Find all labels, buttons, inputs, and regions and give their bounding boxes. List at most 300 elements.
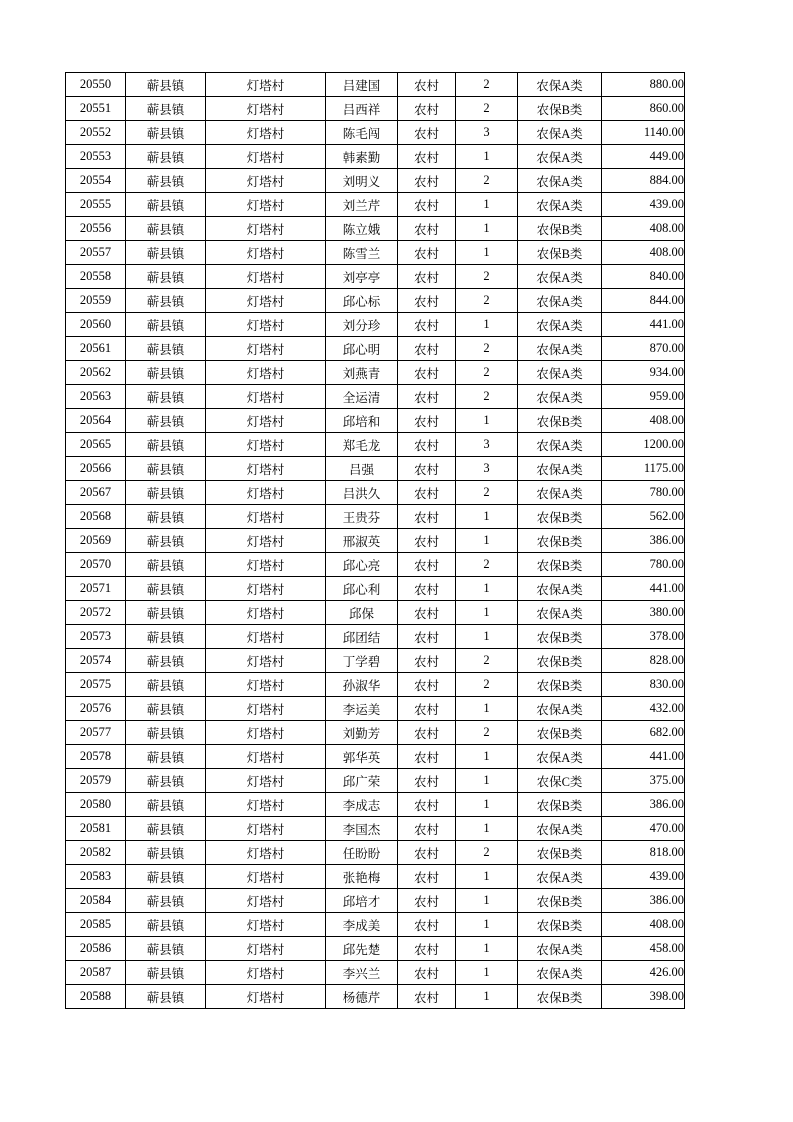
cell-amount: 408.00 (602, 241, 685, 265)
cell-town: 蕲县镇 (126, 337, 206, 361)
cell-residence: 农村 (398, 145, 456, 169)
table-row (66, 313, 685, 337)
table-row (66, 169, 685, 193)
cell-record-id: 20554 (66, 169, 126, 193)
cell-amount: 860.00 (602, 97, 685, 121)
cell-record-id: 20582 (66, 841, 126, 865)
cell-village: 灯塔村 (206, 169, 326, 193)
cell-town: 蕲县镇 (126, 985, 206, 1009)
cell-village: 灯塔村 (206, 241, 326, 265)
cell-village: 灯塔村 (206, 745, 326, 769)
cell-category: 农保A类 (518, 385, 602, 409)
cell-name: 刘分珍 (326, 313, 398, 337)
cell-name: 邢淑英 (326, 529, 398, 553)
cell-village: 灯塔村 (206, 97, 326, 121)
table-row (66, 697, 685, 721)
cell-record-id: 20563 (66, 385, 126, 409)
table-row (66, 721, 685, 745)
cell-town: 蕲县镇 (126, 145, 206, 169)
cell-town: 蕲县镇 (126, 457, 206, 481)
cell-town: 蕲县镇 (126, 865, 206, 889)
cell-count: 2 (456, 289, 518, 313)
cell-residence: 农村 (398, 289, 456, 313)
cell-category: 农保A类 (518, 121, 602, 145)
cell-town: 蕲县镇 (126, 313, 206, 337)
table-row (66, 553, 685, 577)
cell-village: 灯塔村 (206, 193, 326, 217)
cell-town: 蕲县镇 (126, 601, 206, 625)
cell-residence: 农村 (398, 961, 456, 985)
cell-category: 农保A类 (518, 817, 602, 841)
cell-town: 蕲县镇 (126, 553, 206, 577)
cell-town: 蕲县镇 (126, 361, 206, 385)
cell-amount: 828.00 (602, 649, 685, 673)
cell-village: 灯塔村 (206, 697, 326, 721)
cell-residence: 农村 (398, 265, 456, 289)
cell-record-id: 20585 (66, 913, 126, 937)
cell-category: 农保A类 (518, 361, 602, 385)
cell-residence: 农村 (398, 529, 456, 553)
cell-village: 灯塔村 (206, 889, 326, 913)
cell-count: 3 (456, 457, 518, 481)
cell-village: 灯塔村 (206, 529, 326, 553)
cell-town: 蕲县镇 (126, 673, 206, 697)
cell-category: 农保B类 (518, 217, 602, 241)
cell-amount: 1200.00 (602, 433, 685, 457)
cell-category: 农保B类 (518, 97, 602, 121)
cell-amount: 780.00 (602, 553, 685, 577)
cell-village: 灯塔村 (206, 673, 326, 697)
cell-name: 陈毛闯 (326, 121, 398, 145)
cell-town: 蕲县镇 (126, 913, 206, 937)
cell-village: 灯塔村 (206, 769, 326, 793)
cell-residence: 农村 (398, 721, 456, 745)
cell-count: 2 (456, 721, 518, 745)
cell-town: 蕲县镇 (126, 889, 206, 913)
cell-record-id: 20565 (66, 433, 126, 457)
cell-residence: 农村 (398, 817, 456, 841)
cell-record-id: 20578 (66, 745, 126, 769)
cell-record-id: 20570 (66, 553, 126, 577)
cell-town: 蕲县镇 (126, 121, 206, 145)
cell-name: 王贵芬 (326, 505, 398, 529)
table-row (66, 121, 685, 145)
cell-amount: 458.00 (602, 937, 685, 961)
table-row (66, 745, 685, 769)
cell-village: 灯塔村 (206, 337, 326, 361)
cell-record-id: 20576 (66, 697, 126, 721)
cell-name: 郑毛龙 (326, 433, 398, 457)
cell-category: 农保C类 (518, 769, 602, 793)
cell-count: 2 (456, 385, 518, 409)
cell-village: 灯塔村 (206, 553, 326, 577)
cell-village: 灯塔村 (206, 265, 326, 289)
cell-record-id: 20574 (66, 649, 126, 673)
cell-category: 农保B类 (518, 625, 602, 649)
cell-residence: 农村 (398, 553, 456, 577)
cell-count: 2 (456, 649, 518, 673)
table-row (66, 433, 685, 457)
cell-town: 蕲县镇 (126, 433, 206, 457)
cell-category: 农保A类 (518, 337, 602, 361)
cell-count: 1 (456, 601, 518, 625)
cell-town: 蕲县镇 (126, 409, 206, 433)
cell-village: 灯塔村 (206, 313, 326, 337)
table-row (66, 649, 685, 673)
cell-category: 农保A类 (518, 961, 602, 985)
table-row (66, 97, 685, 121)
cell-amount: 880.00 (602, 73, 685, 97)
table-row (66, 385, 685, 409)
cell-name: 吕建国 (326, 73, 398, 97)
cell-record-id: 20572 (66, 601, 126, 625)
cell-village: 灯塔村 (206, 121, 326, 145)
cell-town: 蕲县镇 (126, 577, 206, 601)
cell-amount: 470.00 (602, 817, 685, 841)
cell-record-id: 20552 (66, 121, 126, 145)
table-row (66, 625, 685, 649)
cell-residence: 农村 (398, 313, 456, 337)
cell-category: 农保A类 (518, 289, 602, 313)
cell-name: 邱先楚 (326, 937, 398, 961)
cell-count: 1 (456, 913, 518, 937)
cell-record-id: 20568 (66, 505, 126, 529)
cell-amount: 408.00 (602, 409, 685, 433)
cell-village: 灯塔村 (206, 289, 326, 313)
cell-count: 1 (456, 505, 518, 529)
cell-amount: 844.00 (602, 289, 685, 313)
table-row (66, 793, 685, 817)
table-row (66, 673, 685, 697)
table-row (66, 841, 685, 865)
cell-category: 农保A类 (518, 577, 602, 601)
cell-count: 2 (456, 337, 518, 361)
cell-residence: 农村 (398, 577, 456, 601)
cell-count: 1 (456, 865, 518, 889)
cell-amount: 441.00 (602, 577, 685, 601)
cell-name: 刘兰芹 (326, 193, 398, 217)
cell-residence: 农村 (398, 625, 456, 649)
cell-count: 3 (456, 121, 518, 145)
cell-residence: 农村 (398, 73, 456, 97)
cell-village: 灯塔村 (206, 73, 326, 97)
cell-category: 农保A类 (518, 313, 602, 337)
cell-residence: 农村 (398, 97, 456, 121)
cell-category: 农保B类 (518, 985, 602, 1009)
cell-town: 蕲县镇 (126, 481, 206, 505)
cell-name: 刘明义 (326, 169, 398, 193)
cell-count: 1 (456, 529, 518, 553)
cell-amount: 959.00 (602, 385, 685, 409)
cell-village: 灯塔村 (206, 961, 326, 985)
cell-count: 1 (456, 145, 518, 169)
cell-name: 张艳梅 (326, 865, 398, 889)
cell-count: 2 (456, 169, 518, 193)
cell-village: 灯塔村 (206, 385, 326, 409)
cell-residence: 农村 (398, 337, 456, 361)
cell-town: 蕲县镇 (126, 937, 206, 961)
cell-town: 蕲县镇 (126, 649, 206, 673)
table-row (66, 529, 685, 553)
cell-category: 农保A类 (518, 481, 602, 505)
table-row (66, 505, 685, 529)
cell-town: 蕲县镇 (126, 625, 206, 649)
cell-name: 李运美 (326, 697, 398, 721)
table-row (66, 961, 685, 985)
cell-name: 邱团结 (326, 625, 398, 649)
cell-amount: 439.00 (602, 865, 685, 889)
cell-category: 农保B类 (518, 673, 602, 697)
cell-residence: 农村 (398, 361, 456, 385)
cell-village: 灯塔村 (206, 145, 326, 169)
cell-amount: 830.00 (602, 673, 685, 697)
cell-category: 农保A类 (518, 169, 602, 193)
cell-category: 农保A类 (518, 457, 602, 481)
table-row (66, 145, 685, 169)
cell-residence: 农村 (398, 241, 456, 265)
cell-count: 1 (456, 937, 518, 961)
cell-residence: 农村 (398, 409, 456, 433)
cell-record-id: 20558 (66, 265, 126, 289)
cell-record-id: 20577 (66, 721, 126, 745)
cell-amount: 386.00 (602, 529, 685, 553)
cell-category: 农保A类 (518, 865, 602, 889)
cell-residence: 农村 (398, 673, 456, 697)
cell-record-id: 20551 (66, 97, 126, 121)
cell-amount: 682.00 (602, 721, 685, 745)
cell-village: 灯塔村 (206, 937, 326, 961)
cell-residence: 农村 (398, 169, 456, 193)
table-row (66, 217, 685, 241)
cell-name: 韩素勤 (326, 145, 398, 169)
cell-category: 农保B类 (518, 913, 602, 937)
table-row (66, 457, 685, 481)
cell-town: 蕲县镇 (126, 769, 206, 793)
cell-record-id: 20561 (66, 337, 126, 361)
table-row (66, 937, 685, 961)
cell-residence: 农村 (398, 769, 456, 793)
cell-name: 邱广荣 (326, 769, 398, 793)
cell-record-id: 20559 (66, 289, 126, 313)
cell-record-id: 20579 (66, 769, 126, 793)
cell-count: 2 (456, 481, 518, 505)
cell-amount: 398.00 (602, 985, 685, 1009)
cell-village: 灯塔村 (206, 505, 326, 529)
cell-record-id: 20557 (66, 241, 126, 265)
cell-residence: 农村 (398, 841, 456, 865)
table-row (66, 601, 685, 625)
cell-amount: 380.00 (602, 601, 685, 625)
cell-village: 灯塔村 (206, 841, 326, 865)
table-row (66, 241, 685, 265)
table-row (66, 265, 685, 289)
cell-name: 邱心亮 (326, 553, 398, 577)
cell-count: 1 (456, 313, 518, 337)
cell-town: 蕲县镇 (126, 721, 206, 745)
cell-count: 2 (456, 361, 518, 385)
cell-amount: 840.00 (602, 265, 685, 289)
cell-category: 农保B类 (518, 409, 602, 433)
cell-record-id: 20566 (66, 457, 126, 481)
cell-record-id: 20587 (66, 961, 126, 985)
cell-count: 1 (456, 769, 518, 793)
cell-town: 蕲县镇 (126, 817, 206, 841)
cell-residence: 农村 (398, 505, 456, 529)
cell-name: 陈雪兰 (326, 241, 398, 265)
cell-category: 农保A类 (518, 265, 602, 289)
cell-residence: 农村 (398, 745, 456, 769)
cell-town: 蕲县镇 (126, 169, 206, 193)
cell-amount: 408.00 (602, 913, 685, 937)
cell-name: 孙淑华 (326, 673, 398, 697)
cell-count: 1 (456, 961, 518, 985)
cell-category: 农保A类 (518, 601, 602, 625)
cell-count: 1 (456, 577, 518, 601)
table-row (66, 889, 685, 913)
cell-name: 杨德芹 (326, 985, 398, 1009)
cell-category: 农保A类 (518, 193, 602, 217)
cell-category: 农保A类 (518, 745, 602, 769)
cell-category: 农保A类 (518, 937, 602, 961)
cell-category: 农保A类 (518, 433, 602, 457)
cell-amount: 449.00 (602, 145, 685, 169)
cell-count: 1 (456, 217, 518, 241)
cell-count: 1 (456, 817, 518, 841)
cell-town: 蕲县镇 (126, 505, 206, 529)
cell-name: 邱心利 (326, 577, 398, 601)
cell-record-id: 20573 (66, 625, 126, 649)
cell-category: 农保B类 (518, 721, 602, 745)
cell-village: 灯塔村 (206, 217, 326, 241)
table-row (66, 73, 685, 97)
cell-town: 蕲县镇 (126, 529, 206, 553)
cell-town: 蕲县镇 (126, 961, 206, 985)
cell-village: 灯塔村 (206, 865, 326, 889)
cell-record-id: 20586 (66, 937, 126, 961)
cell-residence: 农村 (398, 793, 456, 817)
cell-name: 吕西祥 (326, 97, 398, 121)
cell-record-id: 20564 (66, 409, 126, 433)
cell-residence: 农村 (398, 217, 456, 241)
table-row (66, 337, 685, 361)
table-row (66, 361, 685, 385)
cell-count: 1 (456, 889, 518, 913)
cell-name: 邱心明 (326, 337, 398, 361)
cell-record-id: 20571 (66, 577, 126, 601)
cell-count: 1 (456, 793, 518, 817)
cell-amount: 441.00 (602, 745, 685, 769)
cell-town: 蕲县镇 (126, 193, 206, 217)
cell-village: 灯塔村 (206, 817, 326, 841)
table-body (66, 73, 685, 1009)
table-row (66, 865, 685, 889)
cell-residence: 农村 (398, 457, 456, 481)
cell-residence: 农村 (398, 433, 456, 457)
cell-town: 蕲县镇 (126, 697, 206, 721)
cell-name: 邱保 (326, 601, 398, 625)
cell-record-id: 20583 (66, 865, 126, 889)
cell-town: 蕲县镇 (126, 97, 206, 121)
cell-category: 农保A类 (518, 145, 602, 169)
cell-amount: 1140.00 (602, 121, 685, 145)
cell-name: 任盼盼 (326, 841, 398, 865)
cell-town: 蕲县镇 (126, 241, 206, 265)
table-row (66, 577, 685, 601)
cell-name: 吕强 (326, 457, 398, 481)
cell-village: 灯塔村 (206, 721, 326, 745)
cell-record-id: 20575 (66, 673, 126, 697)
cell-residence: 农村 (398, 193, 456, 217)
cell-record-id: 20553 (66, 145, 126, 169)
table-row (66, 913, 685, 937)
cell-name: 邱培和 (326, 409, 398, 433)
cell-name: 邱心标 (326, 289, 398, 313)
cell-town: 蕲县镇 (126, 73, 206, 97)
cell-count: 1 (456, 409, 518, 433)
cell-village: 灯塔村 (206, 361, 326, 385)
cell-amount: 432.00 (602, 697, 685, 721)
cell-category: 农保B类 (518, 553, 602, 577)
cell-name: 陈立娥 (326, 217, 398, 241)
cell-town: 蕲县镇 (126, 217, 206, 241)
cell-count: 2 (456, 73, 518, 97)
cell-village: 灯塔村 (206, 985, 326, 1009)
cell-category: 农保B类 (518, 841, 602, 865)
cell-village: 灯塔村 (206, 625, 326, 649)
cell-count: 1 (456, 985, 518, 1009)
cell-name: 李兴兰 (326, 961, 398, 985)
cell-category: 农保B类 (518, 529, 602, 553)
cell-village: 灯塔村 (206, 577, 326, 601)
cell-amount: 386.00 (602, 889, 685, 913)
cell-record-id: 20550 (66, 73, 126, 97)
cell-name: 李成志 (326, 793, 398, 817)
cell-record-id: 20580 (66, 793, 126, 817)
cell-village: 灯塔村 (206, 793, 326, 817)
cell-residence: 农村 (398, 649, 456, 673)
cell-name: 全运清 (326, 385, 398, 409)
cell-name: 刘燕青 (326, 361, 398, 385)
cell-record-id: 20569 (66, 529, 126, 553)
cell-residence: 农村 (398, 697, 456, 721)
cell-count: 1 (456, 625, 518, 649)
cell-count: 1 (456, 241, 518, 265)
cell-category: 农保B类 (518, 505, 602, 529)
cell-category: 农保B类 (518, 241, 602, 265)
cell-residence: 农村 (398, 385, 456, 409)
cell-count: 2 (456, 265, 518, 289)
cell-town: 蕲县镇 (126, 793, 206, 817)
cell-amount: 386.00 (602, 793, 685, 817)
cell-name: 李国杰 (326, 817, 398, 841)
cell-record-id: 20584 (66, 889, 126, 913)
cell-amount: 441.00 (602, 313, 685, 337)
cell-residence: 农村 (398, 121, 456, 145)
table-row (66, 289, 685, 313)
cell-town: 蕲县镇 (126, 745, 206, 769)
cell-amount: 378.00 (602, 625, 685, 649)
cell-count: 2 (456, 553, 518, 577)
cell-count: 1 (456, 697, 518, 721)
cell-amount: 562.00 (602, 505, 685, 529)
cell-village: 灯塔村 (206, 457, 326, 481)
cell-amount: 408.00 (602, 217, 685, 241)
cell-amount: 439.00 (602, 193, 685, 217)
table-row (66, 985, 685, 1009)
cell-category: 农保A类 (518, 73, 602, 97)
cell-count: 1 (456, 745, 518, 769)
cell-record-id: 20555 (66, 193, 126, 217)
